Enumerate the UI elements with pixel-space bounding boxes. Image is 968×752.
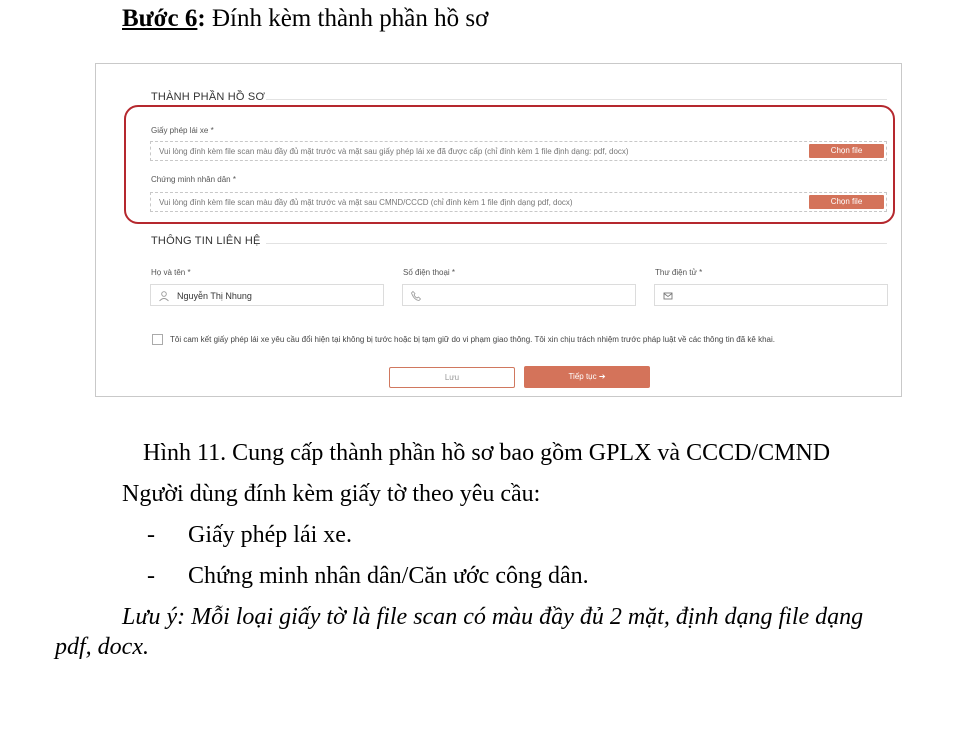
license-placeholder: Vui lòng đính kèm file scan màu đầy đủ mặt trước và mặt sau giấy phép lái xe đã được cấp (chỉ đính kèm 1 file định dạng: pdf, docx) [159, 147, 629, 156]
id-label: Chứng minh nhân dân * [151, 175, 236, 184]
step-title: Đính kèm thành phần hồ sơ [205, 5, 489, 32]
choose-id-file-button[interactable]: Chọn file [809, 195, 884, 209]
bullet-dash: - [147, 522, 155, 548]
figure-caption: Hình 11. Cung cấp thành phần hồ sơ bao gồm GPLX và CCCD/CMND [143, 440, 831, 466]
id-file-input[interactable] [150, 192, 887, 212]
email-input[interactable] [654, 284, 888, 306]
step-heading [122, 5, 488, 33]
name-value: Nguyễn Thị Nhung [177, 291, 252, 301]
section-divider [266, 99, 887, 100]
note-line-2: pdf, docx. [55, 634, 149, 660]
save-button[interactable]: Lưu [389, 367, 515, 388]
user-icon [158, 290, 170, 302]
bullet-dash: - [147, 563, 155, 589]
section-documents-title: THÀNH PHẦN HỒ SƠ [151, 91, 266, 103]
phone-input[interactable] [402, 284, 636, 306]
step-colon: : [197, 5, 206, 32]
commitment-text: Tôi cam kết giấy phép lái xe yêu cầu đổi hiện tại không bị tước hoặc bị tạm giữ do vi phạm giao thông. Tôi xin chịu trách nhiệm trước pháp luật về các thông tin đã kê khai. [170, 335, 775, 344]
section-contact-title: THÔNG TIN LIÊN HỆ [151, 235, 261, 247]
email-label: Thư điện tử * [655, 268, 703, 277]
mail-icon [662, 290, 674, 302]
phone-icon [410, 290, 422, 302]
step-label: Bước 6 [122, 5, 198, 32]
note-line-1: Lưu ý: Mỗi loại giấy tờ là file scan có màu đầy đủ 2 mặt, định dạng file dạng [122, 604, 864, 630]
choose-license-file-button[interactable]: Chọn file [809, 144, 884, 158]
id-placeholder: Vui lòng đính kèm file scan màu đầy đủ mặt trước và mặt sau CMND/CCCD (chỉ đính kèm 1 file định dạng pdf, docx) [159, 198, 573, 207]
section-divider [266, 243, 887, 244]
commitment-checkbox[interactable] [152, 334, 163, 345]
bullet-item: Chứng minh nhân dân/Căn ước công dân. [188, 563, 589, 589]
instruction-paragraph: Người dùng đính kèm giấy tờ theo yêu cầu: [122, 481, 541, 507]
continue-button[interactable]: Tiếp tục ➔ [524, 366, 650, 388]
license-file-input[interactable] [150, 141, 887, 161]
bullet-item: Giấy phép lái xe. [188, 522, 352, 548]
name-input[interactable] [150, 284, 384, 306]
form-screenshot [95, 63, 902, 397]
phone-label: Số điện thoại * [403, 268, 456, 277]
name-label: Họ và tên * [151, 268, 191, 277]
license-label: Giấy phép lái xe * [151, 126, 214, 135]
